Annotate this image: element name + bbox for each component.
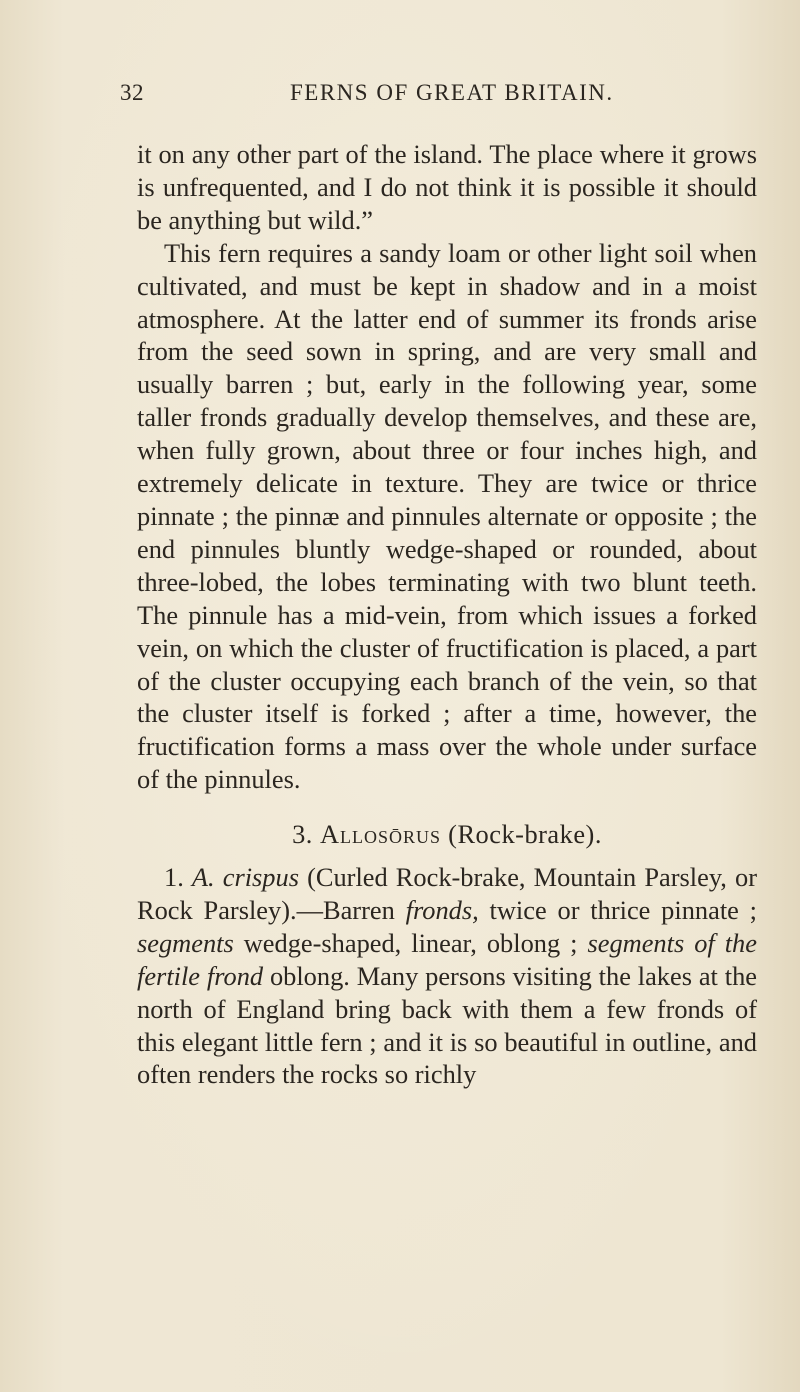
running-title: FERNS OF GREAT BRITAIN. [290, 80, 614, 105]
species-text-1: twice or thrice pinnate ; [489, 894, 758, 925]
segments-label: segments [137, 927, 234, 958]
body-text [137, 138, 757, 1091]
species-common-names: (Curled Rock-brake, Mountain Parsley, or Rock Parsley).—Barren [137, 862, 757, 925]
section-heading [137, 818, 757, 851]
species-number: 1. [164, 862, 184, 893]
species-entry [137, 861, 757, 1091]
species-text-3: oblong. Many persons visiting the lakes at the north of England bring back with them a few fronds of this elegant little fern ; and it is so beautiful in outline, and often renders the rocks so richly [137, 960, 757, 1090]
section-common-name: (Rock-brake). [448, 819, 602, 850]
section-genus: Allosōrus [319, 819, 442, 850]
paragraph-continuation: it on any other part of the island. The place where it grows is unfrequented, and I do not think it is possible it should be anything but wild.” [137, 139, 757, 235]
fertile-segments-label: segments of the fertile frond [137, 927, 757, 991]
species-name: A. crispus [191, 862, 299, 893]
page-number: 32 [120, 80, 144, 105]
species-text-2: wedge-shaped, linear, oblong ; [243, 927, 578, 958]
paragraph-cultivation: This fern requires a sandy loam or other light soil when cultivated, and must be kept in shadow and in a moist atmosphere. At the latter end of summer its fronds arise from the seed sown in spring, and are very small and usually barren ; but, early in the following year, some taller fronds gradually develop themselves, and these are, when fully grown, about three or four inches high, and extremely delicate in texture. They are twice or thrice pinnate ; the pinnæ and pinnules alternate or opposite ; the end pinnules bluntly wedge-shaped or rounded, about three-lobed, the lobes terminating with two blunt teeth. The pinnule has a mid-vein, from which issues a forked vein, on which the cluster of fructification is placed, a part of the cluster occupying each branch of the vein, so that the cluster itself is forked ; after a time, however, the fructification forms a mass over the whole under surface of the pinnules. [137, 237, 757, 795]
page-header [120, 80, 740, 114]
section-number: 3. [292, 819, 313, 850]
fronds-label: fronds, [405, 894, 479, 925]
